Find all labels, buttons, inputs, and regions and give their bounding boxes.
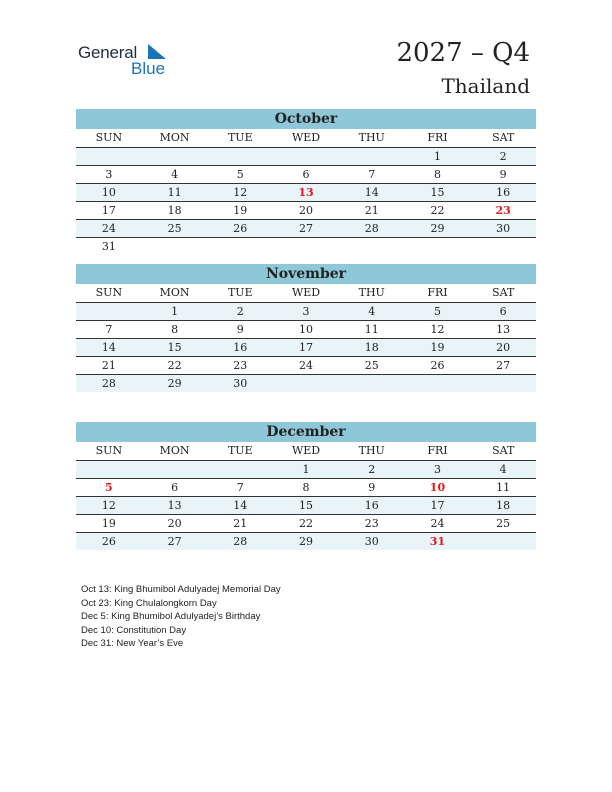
weekday-label: FRI bbox=[427, 286, 448, 299]
week-row bbox=[76, 303, 536, 321]
day-cell: 16 bbox=[496, 186, 511, 199]
day-cell: 26 bbox=[233, 222, 248, 235]
day-cell: 28 bbox=[233, 535, 248, 548]
day-cell bbox=[339, 375, 405, 392]
day-cell bbox=[470, 533, 536, 550]
day-cell bbox=[339, 238, 405, 255]
day-cell bbox=[142, 238, 208, 255]
month-october bbox=[76, 109, 536, 255]
day-cell bbox=[470, 375, 536, 392]
day-cell: 2 bbox=[236, 305, 244, 318]
day-cell: 9 bbox=[499, 168, 507, 181]
day-cell: 21 bbox=[101, 359, 116, 372]
day-cell: 31 bbox=[429, 535, 446, 548]
week-row bbox=[76, 339, 536, 357]
weekday-label: MON bbox=[159, 286, 190, 299]
month-november bbox=[76, 264, 536, 392]
week-row bbox=[76, 202, 536, 220]
week-row bbox=[76, 238, 536, 255]
day-cell: 18 bbox=[496, 499, 511, 512]
day-cell bbox=[142, 461, 208, 478]
day-cell bbox=[405, 375, 471, 392]
day-cell: 25 bbox=[496, 517, 511, 530]
day-cell bbox=[405, 238, 471, 255]
day-cell: 13 bbox=[298, 186, 314, 199]
day-cell: 31 bbox=[101, 240, 116, 253]
day-cell bbox=[207, 461, 273, 478]
day-cell: 27 bbox=[167, 535, 182, 548]
day-cell: 2 bbox=[368, 463, 376, 476]
day-cell: 20 bbox=[167, 517, 182, 530]
day-cell: 18 bbox=[364, 341, 379, 354]
week-row bbox=[76, 533, 536, 550]
day-cell bbox=[273, 148, 339, 165]
page-title: 2027 – Q4 bbox=[396, 38, 530, 68]
day-cell: 22 bbox=[299, 517, 314, 530]
day-cell: 17 bbox=[101, 204, 116, 217]
country-name: Thailand bbox=[441, 74, 530, 98]
day-cell: 15 bbox=[430, 186, 445, 199]
week-row bbox=[76, 321, 536, 339]
day-cell bbox=[273, 375, 339, 392]
day-cell: 25 bbox=[364, 359, 379, 372]
day-cell: 1 bbox=[433, 150, 441, 163]
day-cell: 3 bbox=[302, 305, 310, 318]
month-header: December bbox=[76, 422, 536, 442]
weekday-label: SUN bbox=[95, 131, 123, 144]
week-row bbox=[76, 166, 536, 184]
day-cell: 11 bbox=[496, 481, 511, 494]
day-cell: 28 bbox=[101, 377, 116, 390]
day-cell: 3 bbox=[105, 168, 113, 181]
day-cell: 18 bbox=[167, 204, 182, 217]
day-cell: 19 bbox=[430, 341, 445, 354]
day-cell: 30 bbox=[496, 222, 511, 235]
day-cell: 20 bbox=[299, 204, 314, 217]
day-cell: 11 bbox=[167, 186, 182, 199]
day-cell: 30 bbox=[364, 535, 379, 548]
day-cell: 14 bbox=[233, 499, 248, 512]
logo-word-general: General bbox=[78, 43, 138, 62]
day-cell: 10 bbox=[101, 186, 116, 199]
day-cell: 24 bbox=[101, 222, 116, 235]
day-cell: 13 bbox=[496, 323, 511, 336]
holiday-note: Dec 10: Constitution Day bbox=[81, 624, 187, 636]
day-cell: 27 bbox=[299, 222, 314, 235]
weekday-label: SUN bbox=[95, 286, 123, 299]
day-cell: 26 bbox=[430, 359, 445, 372]
day-cell: 19 bbox=[101, 517, 116, 530]
weekday-label: TUE bbox=[227, 444, 253, 457]
weekday-label: SAT bbox=[492, 131, 515, 144]
day-cell: 27 bbox=[496, 359, 511, 372]
day-cell: 7 bbox=[105, 323, 113, 336]
day-cell: 22 bbox=[167, 359, 182, 372]
day-cell: 6 bbox=[302, 168, 310, 181]
day-cell: 5 bbox=[105, 481, 113, 494]
day-cell: 15 bbox=[167, 341, 182, 354]
weekday-label: THU bbox=[358, 131, 385, 144]
day-cell: 5 bbox=[236, 168, 244, 181]
day-cell: 4 bbox=[368, 305, 376, 318]
weekday-label: MON bbox=[159, 444, 190, 457]
day-cell: 12 bbox=[233, 186, 248, 199]
day-cell: 25 bbox=[167, 222, 182, 235]
weekday-header-row bbox=[76, 284, 536, 303]
day-cell: 14 bbox=[364, 186, 379, 199]
day-cell bbox=[76, 148, 142, 165]
day-cell: 24 bbox=[430, 517, 445, 530]
day-cell: 12 bbox=[101, 499, 116, 512]
weekday-label: FRI bbox=[427, 444, 448, 457]
logo-flag-icon bbox=[148, 44, 168, 60]
month-header: October bbox=[76, 109, 536, 129]
week-row bbox=[76, 184, 536, 202]
weekday-label: SAT bbox=[492, 444, 515, 457]
day-cell: 19 bbox=[233, 204, 248, 217]
weekday-label: SAT bbox=[492, 286, 515, 299]
day-cell: 24 bbox=[299, 359, 314, 372]
week-row bbox=[76, 220, 536, 238]
day-cell: 4 bbox=[499, 463, 507, 476]
holiday-note: Oct 23: King Chulalongkorn Day bbox=[81, 597, 217, 609]
weekday-header-row bbox=[76, 129, 536, 148]
day-cell bbox=[207, 148, 273, 165]
weekday-label: WED bbox=[291, 131, 321, 144]
holiday-note: Dec 31: New Year’s Eve bbox=[81, 638, 184, 650]
week-row bbox=[76, 515, 536, 533]
week-row bbox=[76, 148, 536, 166]
day-cell: 1 bbox=[171, 305, 179, 318]
day-cell: 23 bbox=[233, 359, 248, 372]
day-cell: 20 bbox=[496, 341, 511, 354]
day-cell: 9 bbox=[368, 481, 376, 494]
day-cell: 9 bbox=[236, 323, 244, 336]
day-cell: 11 bbox=[364, 323, 379, 336]
day-cell: 15 bbox=[299, 499, 314, 512]
day-cell: 7 bbox=[236, 481, 244, 494]
day-cell: 12 bbox=[430, 323, 445, 336]
weekday-label: MON bbox=[159, 131, 190, 144]
logo bbox=[78, 40, 178, 80]
week-row bbox=[76, 479, 536, 497]
weekday-label: TUE bbox=[227, 286, 253, 299]
holiday-note: Oct 13: King Bhumibol Adulyadej Memorial Day bbox=[81, 584, 281, 595]
holiday-notes bbox=[81, 583, 281, 651]
day-cell: 26 bbox=[101, 535, 116, 548]
weekday-label: THU bbox=[358, 286, 385, 299]
day-cell: 7 bbox=[368, 168, 376, 181]
day-cell: 3 bbox=[433, 463, 441, 476]
day-cell bbox=[273, 238, 339, 255]
day-cell: 13 bbox=[167, 499, 182, 512]
day-cell bbox=[142, 148, 208, 165]
day-cell: 6 bbox=[171, 481, 179, 494]
day-cell: 17 bbox=[299, 341, 314, 354]
week-row bbox=[76, 497, 536, 515]
day-cell: 8 bbox=[302, 481, 310, 494]
weekday-label: WED bbox=[291, 444, 321, 457]
day-cell: 21 bbox=[364, 204, 379, 217]
weekday-label: THU bbox=[358, 444, 385, 457]
day-cell bbox=[207, 238, 273, 255]
week-row bbox=[76, 461, 536, 479]
day-cell: 28 bbox=[364, 222, 379, 235]
day-cell: 22 bbox=[430, 204, 445, 217]
week-row bbox=[76, 375, 536, 392]
day-cell: 29 bbox=[430, 222, 445, 235]
day-cell bbox=[76, 303, 142, 320]
weekday-header-row bbox=[76, 442, 536, 461]
logo-word-blue: Blue bbox=[131, 59, 166, 78]
day-cell: 4 bbox=[171, 168, 179, 181]
day-cell bbox=[470, 238, 536, 255]
holiday-note: Dec 5: King Bhumibol Adulyadej’s Birthday bbox=[81, 611, 261, 623]
day-cell: 10 bbox=[429, 481, 446, 494]
day-cell: 21 bbox=[233, 517, 248, 530]
day-cell: 10 bbox=[299, 323, 314, 336]
day-cell: 2 bbox=[499, 150, 507, 163]
weekday-label: WED bbox=[291, 286, 321, 299]
weekday-label: TUE bbox=[227, 131, 253, 144]
month-header: November bbox=[76, 264, 536, 284]
weekday-label: SUN bbox=[95, 444, 123, 457]
day-cell: 6 bbox=[499, 305, 507, 318]
day-cell bbox=[76, 461, 142, 478]
day-cell: 16 bbox=[364, 499, 379, 512]
day-cell: 29 bbox=[299, 535, 314, 548]
day-cell: 1 bbox=[302, 463, 310, 476]
day-cell: 8 bbox=[433, 168, 441, 181]
day-cell: 8 bbox=[171, 323, 179, 336]
day-cell: 14 bbox=[101, 341, 116, 354]
month-december bbox=[76, 422, 536, 550]
weekday-label: FRI bbox=[427, 131, 448, 144]
day-cell: 30 bbox=[233, 377, 248, 390]
week-row bbox=[76, 357, 536, 375]
day-cell: 5 bbox=[433, 305, 441, 318]
day-cell bbox=[339, 148, 405, 165]
day-cell: 29 bbox=[167, 377, 182, 390]
day-cell: 17 bbox=[430, 499, 445, 512]
day-cell: 23 bbox=[495, 204, 511, 217]
day-cell: 23 bbox=[364, 517, 379, 530]
day-cell: 16 bbox=[233, 341, 248, 354]
